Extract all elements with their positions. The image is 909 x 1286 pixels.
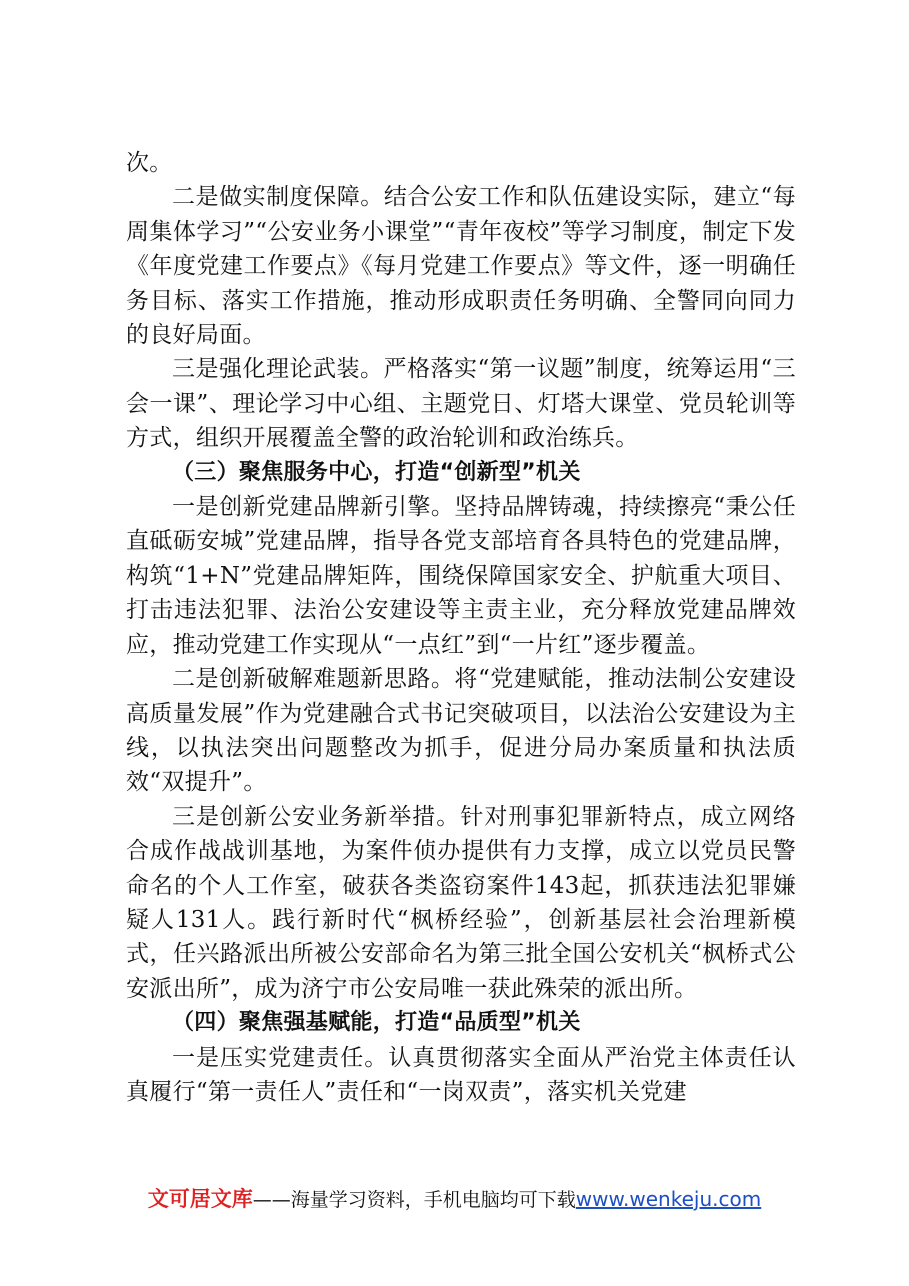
section-heading-quality: （四）聚焦强基赋能，打造“品质型”机关	[172, 1010, 581, 1036]
document-body	[126, 146, 796, 1109]
paragraph-continuation: 次。	[126, 150, 173, 176]
paragraph-brand-engine: 一是创新党建品牌新引擎。坚持品牌铸魂，持续擦亮“秉公任直砥砺安城”党建品牌，指导各党支部培育各具特色的党建品牌，构筑“1+N”党建品牌矩阵，围绕保障国家安全、护航重大项目、打击违法犯罪、法治公安建设等主责主业，充分释放党建品牌效应，推动党建工作实现从“一点红”到“一片红”逐步覆盖。	[126, 494, 796, 658]
section-heading-innovation: （三）聚焦服务中心，打造“创新型”机关	[172, 459, 581, 485]
footer-banner	[0, 1183, 909, 1213]
paragraph-theory-armament: 三是强化理论武装。严格落实“第一议题”制度，统筹运用“三会一课”、理论学习中心组、主题党日、灯塔大课堂、党员轮训等方式，组织开展覆盖全警的政治轮训和政治练兵。	[126, 356, 796, 452]
paragraph-responsibility: 一是压实党建责任。认真贯彻落实全面从严治党主体责任认真履行“第一责任人”责任和“一岗双责”，落实机关党建	[126, 1044, 796, 1105]
paragraph-police-measures: 三是创新公安业务新举措。针对刑事犯罪新特点，成立网络合成作战战训基地，为案件侦办提供有力支撑，成立以党员民警命名的个人工作室，破获各类盗窃案件143起，抓获违法犯罪嫌疑人131人。践行新时代“枫桥经验”，创新基层社会治理新模式，任兴路派出所被公安部命名为第三批全国公安机关“枫桥式公安派出所”，成为济宁市公安局唯一获此殊荣的派出所。	[126, 803, 796, 1002]
paragraph-problem-solving: 二是创新破解难题新思路。将“党建赋能，推动法制公安建设高质量发展”作为党建融合式书记突破项目，以法治公安建设为主线，以执法突出问题整改为抓手，促进分局办案质量和执法质效“双提升”。	[126, 666, 796, 796]
footer-slogan: ——海量学习资料，手机电脑均可下载	[252, 1189, 576, 1211]
footer-website-link[interactable]: www.wenkeju.com	[575, 1187, 762, 1211]
paragraph-institution-guarantee: 二是做实制度保障。结合公安工作和队伍建设实际，建立“每周集体学习”“公安业务小课堂”“青年夜校”等学习制度，制定下发《年度党建工作要点》《每月党建工作要点》等文件，逐一明确任务目标、落实工作措施，推动形成职责任务明确、全警同向同力的良好局面。	[126, 184, 796, 349]
footer-brand: 文可居文库	[147, 1187, 253, 1211]
